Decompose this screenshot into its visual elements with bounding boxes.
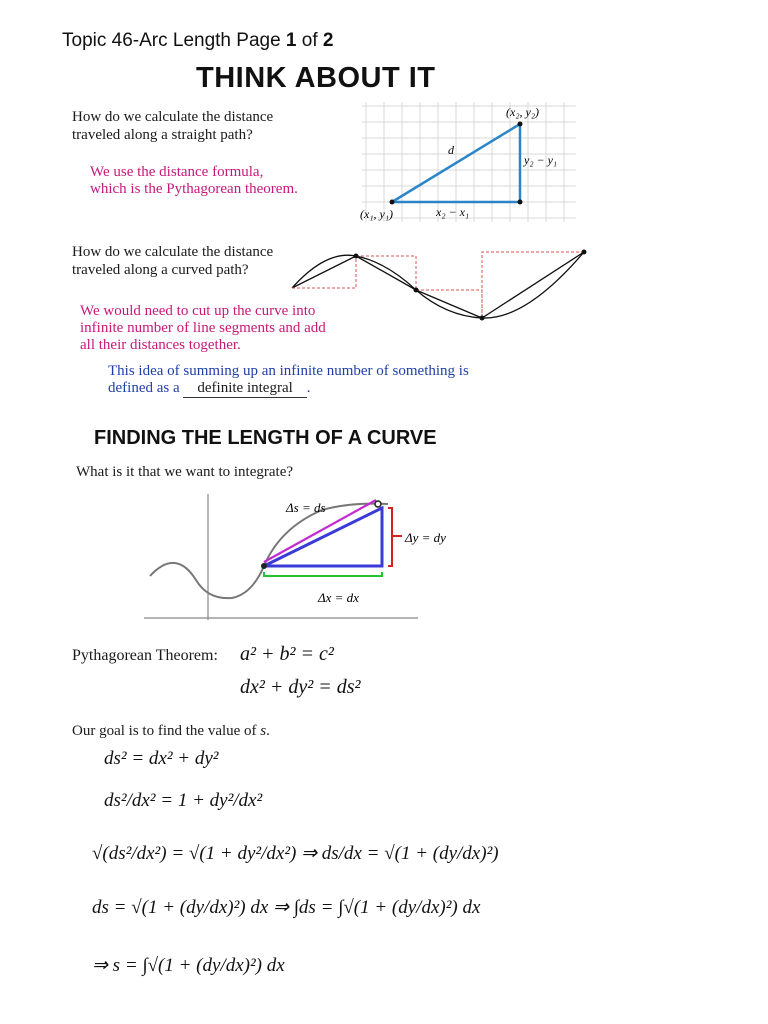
equation-2: ds²/dx² = 1 + dy²/dx² — [104, 790, 263, 811]
idea-line2 — [108, 380, 469, 398]
page-header — [62, 30, 333, 52]
question-curved-line2: traveled along a curved path? — [72, 262, 249, 278]
curved-path-graph — [286, 244, 590, 328]
question-curved — [72, 243, 273, 279]
equation-3: √(ds²/dx²) = √(1 + dy²/dx²) ⇒ ds/dx = √(1 + (dy/dx)²) — [92, 843, 499, 864]
header-title: Topic 46-Arc Length Page — [62, 30, 286, 51]
pythag-equation: a² + b² = c² — [240, 643, 334, 665]
answer-curved-line1: We would need to cut up the curve into — [80, 303, 316, 319]
goal-prefix: Our goal is to find the value of — [72, 723, 257, 739]
label-p1: (x₁, y₁) — [360, 207, 393, 221]
differential-equation: dx² + dy² = ds² — [240, 676, 361, 698]
label-d: d — [448, 143, 454, 157]
label-p2: (x₂, y₂) — [506, 105, 539, 119]
answer-curved — [80, 303, 326, 354]
idea-suffix: . — [306, 380, 311, 396]
equation-1: ds² = dx² + dy² — [104, 748, 219, 769]
goal-suffix: . — [266, 723, 270, 739]
arc-length-diagram — [140, 488, 446, 628]
answer-curved-line3: all their distances together. — [80, 337, 241, 353]
think-heading: THINK ABOUT IT — [196, 62, 436, 94]
question-straight — [72, 108, 273, 144]
label-ds: Δs = ds — [286, 500, 326, 515]
label-dx-diagram: Δx = dx — [318, 590, 359, 605]
answer-straight — [90, 164, 298, 198]
answer-straight-line2: which is the Pythagorean theorem. — [90, 181, 298, 197]
idea-prefix: defined as a — [108, 380, 180, 396]
question-curved-line1: How do we calculate the distance — [72, 244, 274, 260]
label-dx: x₂ − x₁ — [436, 205, 470, 219]
header-page-number: 1 — [285, 30, 297, 51]
label-dy: y₂ − y₁ — [524, 153, 558, 167]
curve-heading: FINDING THE LENGTH OF A CURVE — [94, 427, 437, 449]
question-straight-line1: How do we calculate the distance — [72, 109, 274, 125]
question-straight-line2: traveled along a straight path? — [72, 127, 253, 143]
header-page-total: 2 — [322, 30, 334, 51]
idea-statement — [108, 363, 469, 398]
definite-integral-answer: definite integral — [183, 380, 306, 398]
goal-statement — [72, 722, 270, 740]
straight-path-graph — [356, 96, 580, 226]
equation-5: ⇒ s = ∫√(1 + (dy/dx)²) dx — [92, 955, 285, 976]
equation-4: ds = √(1 + (dy/dx)²) dx ⇒ ∫ds = ∫√(1 + (dy/dx)²) dx — [92, 897, 481, 918]
idea-line1: This idea of summing up an infinite number of something is — [108, 363, 469, 379]
label-dy-diagram: Δy = dy — [405, 530, 446, 545]
answer-curved-line2: infinite number of line segments and add — [80, 320, 326, 336]
pythag-label: Pythagorean Theorem: — [72, 647, 218, 664]
goal-variable: s — [260, 723, 267, 739]
integrate-question: What is it that we want to integrate? — [76, 464, 294, 480]
header-of: of — [296, 30, 323, 51]
answer-straight-line1: We use the distance formula, — [90, 164, 264, 180]
